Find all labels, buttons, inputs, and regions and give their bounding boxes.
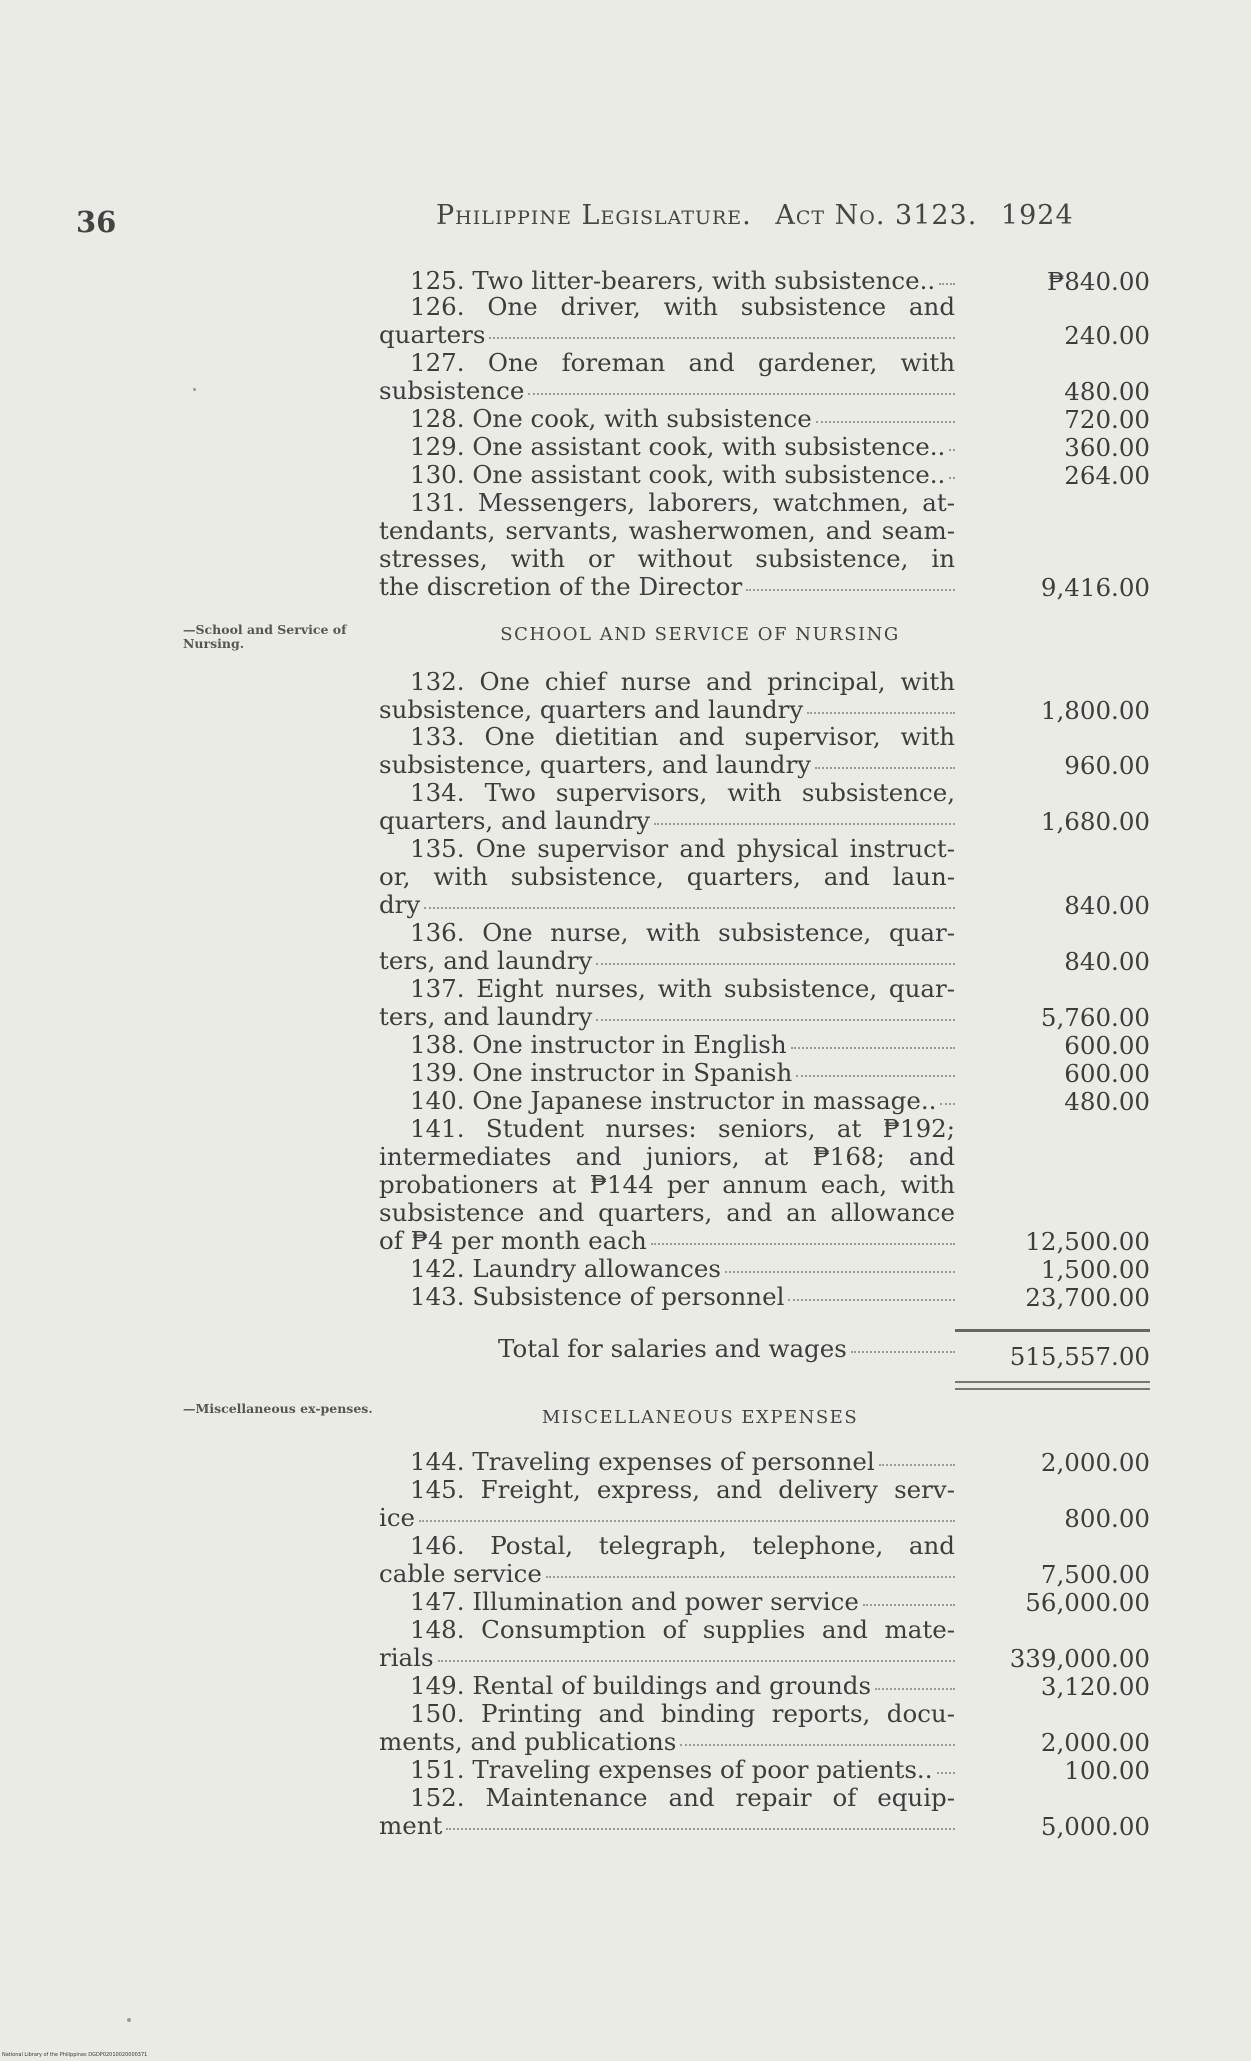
dot-leader: [596, 1019, 955, 1021]
total-rule: [955, 1329, 1150, 1332]
dot-leader: [788, 1299, 955, 1301]
line-item-amount: 480.00: [1064, 1087, 1150, 1116]
total-label: Total for salaries and wages: [498, 1334, 847, 1363]
line-item-row: [379, 1728, 955, 1756]
line-item-row: [379, 1059, 955, 1087]
line-item: [379, 1532, 955, 1588]
line-item-text: 147. Illumination and power service: [410, 1587, 859, 1616]
dot-leader: [815, 767, 955, 769]
line-item-amount: 9,416.00: [1040, 573, 1150, 602]
line-item-row: [379, 461, 955, 489]
dot-leader: [596, 963, 955, 965]
line-item-text: ters, and laundry: [379, 1002, 593, 1031]
line-item-text: 148. Consumption of supplies and mate-: [410, 1615, 955, 1644]
line-item-amount: 2,000.00: [1040, 1728, 1150, 1757]
line-item-amount: 960.00: [1064, 751, 1150, 780]
line-item-amount: 12,500.00: [1025, 1227, 1150, 1256]
line-item-text: dry: [379, 890, 421, 919]
line-item-text: 145. Freight, express, and delivery serv-: [410, 1475, 955, 1504]
line-item-text: quarters: [379, 320, 486, 349]
line-item: [379, 489, 955, 601]
line-item-text: ters, and laundry: [379, 946, 593, 975]
line-item-text: 130. One assistant cook, with subsistence..: [410, 460, 946, 489]
line-item-amount: 840.00: [1064, 947, 1150, 976]
total-label-row: [498, 1335, 955, 1363]
dot-leader: [879, 1464, 955, 1466]
line-item-text: 136. One nurse, with subsistence, quar-: [410, 918, 955, 947]
line-item-row: [379, 947, 955, 975]
dot-leader: [791, 1047, 955, 1049]
line-item-text: 131. Messengers, laborers, watchmen, at-: [410, 488, 955, 517]
line-item: [379, 975, 955, 1031]
dot-leader: [816, 421, 955, 423]
line-item-text: 134. Two supervisors, with subsistence,: [410, 778, 955, 807]
line-item: [379, 461, 955, 489]
total-double-rule: [955, 1381, 1150, 1390]
dot-leader: [807, 712, 955, 714]
line-item: [379, 1087, 955, 1115]
line-item-text: subsistence, quarters and laundry: [379, 695, 804, 724]
line-item-row: [379, 1672, 955, 1700]
line-item-text: or, with subsistence, quarters, and laun-: [379, 862, 955, 891]
line-item-amount: 100.00: [1064, 1756, 1150, 1785]
line-item-text: 135. One supervisor and physical instruct-: [410, 834, 955, 863]
line-item: [379, 1476, 955, 1532]
line-item-text: cable service: [379, 1559, 542, 1588]
line-item-row: [379, 433, 955, 461]
dot-leader: [424, 907, 955, 909]
scan-footer: National Library of the Philippines DGDP02010020000371: [2, 2052, 148, 2058]
line-item-text: 152. Maintenance and repair of equip-: [410, 1783, 955, 1812]
line-item: [379, 723, 955, 779]
running-head-act: Act No. 3123.: [775, 200, 978, 231]
dot-leader: [875, 1688, 955, 1690]
line-item-amount: 1,500.00: [1040, 1255, 1150, 1284]
line-item-amount: 339,000.00: [1009, 1644, 1150, 1673]
line-item-row: [379, 1644, 955, 1672]
line-item: [379, 1756, 955, 1784]
line-item-row: [379, 321, 955, 349]
line-item-text: 149. Rental of buildings and grounds: [410, 1671, 872, 1700]
line-item-row: [379, 1756, 955, 1784]
line-item: [379, 668, 955, 724]
dot-leader: [654, 823, 955, 825]
dot-leader: [796, 1075, 955, 1077]
line-item-row: [379, 1031, 955, 1059]
page-number: 36: [76, 205, 117, 239]
line-item-text: 143. Subsistence of personnel: [410, 1282, 785, 1311]
line-item-text: 129. One assistant cook, with subsistence..: [410, 432, 946, 461]
line-item: [379, 349, 955, 405]
total-amount: 515,557.00: [1009, 1342, 1150, 1371]
line-item-text: 140. One Japanese instructor in massage..: [410, 1086, 937, 1115]
line-item-text: 144. Traveling expenses of personnel: [410, 1447, 875, 1476]
line-item-text: 151. Traveling expenses of poor patients..: [410, 1755, 933, 1784]
line-item: [379, 835, 955, 919]
line-item-text: tendants, servants, washerwomen, and seam-: [379, 516, 955, 545]
line-item-text: of ₱4 per month each: [379, 1226, 647, 1255]
line-item-text: 142. Laundry allowances: [410, 1254, 721, 1283]
line-item: [379, 1115, 955, 1255]
line-item-text: rials: [379, 1643, 434, 1672]
line-item-amount: ₱840.00: [1046, 267, 1150, 296]
line-item-row: [379, 573, 955, 601]
line-item-text: quarters, and laundry: [379, 806, 651, 835]
dot-leader: [863, 1604, 955, 1606]
margin-note-miscellaneous: —Miscellaneous ex-penses.: [183, 1401, 373, 1416]
line-item-row: [379, 1560, 955, 1588]
line-item-text: 126. One driver, with subsistence and: [410, 292, 955, 321]
dot-leader: [528, 393, 955, 395]
dot-leader: [438, 1660, 955, 1662]
line-item-text: stresses, with or without subsistence, in: [379, 544, 955, 573]
line-item-amount: 56,000.00: [1025, 1588, 1150, 1617]
line-item-amount: 23,700.00: [1025, 1283, 1150, 1312]
line-item: [379, 1588, 955, 1616]
line-item-text: 150. Printing and binding reports, docu-: [410, 1699, 955, 1728]
line-item-text: 132. One chief nurse and principal, with: [410, 667, 955, 696]
line-item-row: [379, 1087, 955, 1115]
line-item-row: [379, 751, 955, 779]
line-item-amount: 360.00: [1064, 433, 1150, 462]
line-item-row: [379, 405, 955, 433]
line-item: [379, 293, 955, 349]
dot-leader: [949, 449, 955, 451]
line-item-text: ment: [379, 1811, 443, 1840]
line-item: [379, 1616, 955, 1672]
dot-leader: [680, 1744, 955, 1746]
line-item-text: 133. One dietitian and supervisor, with: [410, 722, 955, 751]
line-item-amount: 600.00: [1064, 1059, 1150, 1088]
line-item-row: [379, 1448, 955, 1476]
line-item: [379, 405, 955, 433]
line-item-amount: 480.00: [1064, 377, 1150, 406]
line-item-text: 146. Postal, telegraph, telephone, and: [410, 1531, 955, 1560]
line-item-row: [379, 1588, 955, 1616]
line-item-amount: 5,000.00: [1040, 1812, 1150, 1841]
line-item-amount: 240.00: [1064, 321, 1150, 350]
line-item: [379, 1255, 955, 1283]
section-heading-nursing: SCHOOL AND SERVICE OF NURSING: [500, 624, 900, 645]
running-head: [436, 200, 1074, 231]
line-item-row: [379, 1227, 955, 1255]
running-head-year: 1924: [1000, 200, 1074, 231]
line-item-row: [379, 1255, 955, 1283]
line-item-amount: 720.00: [1064, 405, 1150, 434]
line-item-row: [379, 1003, 955, 1031]
line-item-amount: 7,500.00: [1040, 1560, 1150, 1589]
line-item-row: [379, 377, 955, 405]
line-item-row: [379, 696, 955, 724]
line-item-amount: 600.00: [1064, 1031, 1150, 1060]
line-item: [379, 1283, 955, 1311]
dot-leader: [446, 1828, 955, 1830]
line-item-text: ice: [379, 1503, 416, 1532]
line-item: [379, 267, 955, 295]
line-item-row: [379, 267, 955, 295]
line-item-amount: 800.00: [1064, 1504, 1150, 1533]
line-item-row: [379, 1812, 955, 1840]
dot-leader: [489, 337, 955, 339]
line-item: [379, 433, 955, 461]
line-item-text: 138. One instructor in English: [410, 1030, 787, 1059]
line-item-text: 125. Two litter-bearers, with subsistence..: [410, 266, 936, 295]
line-item-row: [379, 807, 955, 835]
line-item-text: subsistence, quarters, and laundry: [379, 750, 812, 779]
section-heading-miscellaneous: MISCELLANEOUS EXPENSES: [541, 1407, 859, 1428]
paper-speck: [193, 388, 196, 391]
line-item: [379, 1031, 955, 1059]
line-item-amount: 264.00: [1064, 461, 1150, 490]
dot-leader: [937, 1772, 955, 1774]
line-item-text: subsistence and quarters, and an allowance: [379, 1198, 955, 1227]
dot-leader: [939, 283, 955, 285]
line-item-amount: 5,760.00: [1040, 1003, 1150, 1032]
line-item-amount: 840.00: [1064, 891, 1150, 920]
line-item-text: 128. One cook, with subsistence: [410, 404, 812, 433]
line-item-text: 141. Student nurses: seniors, at ₱192;: [410, 1114, 955, 1143]
line-item-text: ments, and publications: [379, 1727, 677, 1756]
line-item-text: 137. Eight nurses, with subsistence, quar-: [410, 974, 955, 1003]
line-item-amount: 3,120.00: [1040, 1672, 1150, 1701]
line-item-text: probationers at ₱144 per annum each, with: [379, 1170, 955, 1199]
line-item: [379, 1059, 955, 1087]
line-item-amount: 1,680.00: [1040, 807, 1150, 836]
line-item-text: intermediates and juniors, at ₱168; and: [379, 1142, 955, 1171]
dot-leader: [949, 477, 955, 479]
dot-leader: [546, 1576, 955, 1578]
line-item-text: the discretion of the Director: [379, 572, 743, 601]
line-item: [379, 919, 955, 975]
running-head-title: Philippine Legislature.: [436, 200, 752, 231]
paper-speck: [127, 2018, 131, 2022]
dot-leader: [725, 1271, 955, 1273]
dot-leader: [746, 589, 955, 591]
line-item: [379, 779, 955, 835]
line-item: [379, 1784, 955, 1840]
line-item: [379, 1672, 955, 1700]
dot-leader: [419, 1520, 955, 1522]
line-item-text: 127. One foreman and gardener, with: [410, 348, 955, 377]
line-item: [379, 1448, 955, 1476]
line-item-row: [379, 1504, 955, 1532]
line-item-text: 139. One instructor in Spanish: [410, 1058, 793, 1087]
dot-leader: [651, 1243, 955, 1245]
line-item-row: [379, 1283, 955, 1311]
line-item: [379, 1700, 955, 1756]
line-item-amount: 2,000.00: [1040, 1448, 1150, 1477]
dot-leader: [940, 1103, 955, 1105]
line-item-amount: 1,800.00: [1040, 696, 1150, 725]
margin-note-nursing: —School and Service of Nursing.: [183, 622, 347, 651]
line-item-row: [379, 891, 955, 919]
line-item-text: subsistence: [379, 376, 525, 405]
